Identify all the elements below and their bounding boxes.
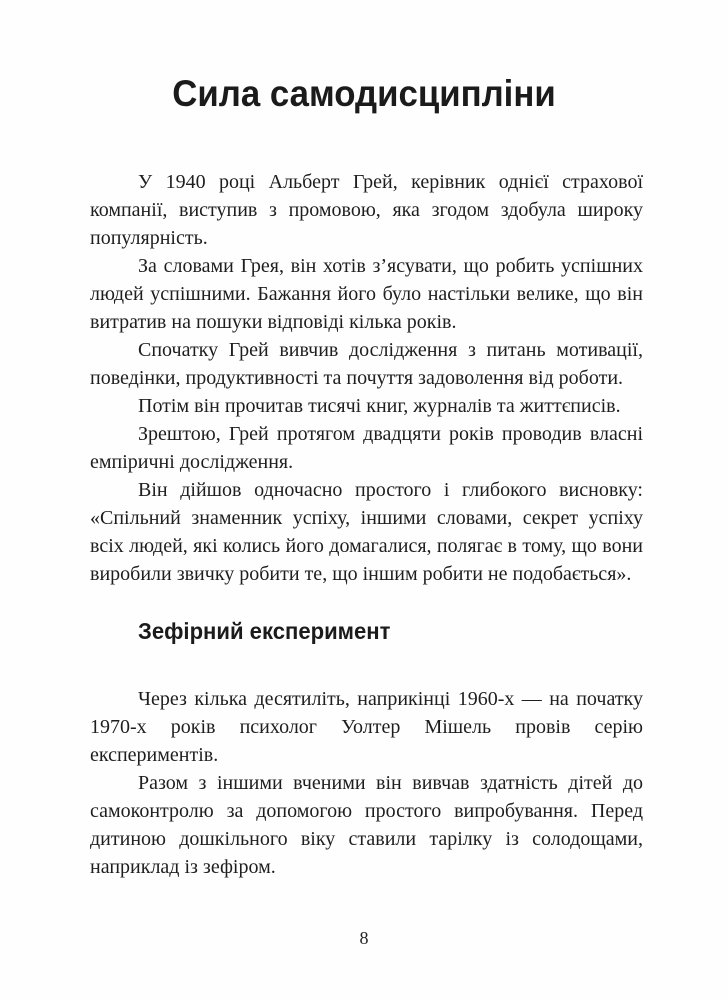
- page-number: 8: [359, 928, 369, 948]
- chapter-title: Сила самодисципліни: [172, 73, 556, 114]
- paragraph: Разом з іншими вченими він вивчав здатність дітей до самоконтролю за допомогою простого випробування. Перед дитиною дошкільного віку ставили тарілку із солодощами, наприклад із зефіром.: [90, 772, 643, 878]
- paragraph: Він дійшов одночасно простого і глибокого висновку: «Спільний знаменник успіху, іншими словами, секрет успіху всіх людей, які колись його домагалися, полягає в тому, що вони виробили звичку робити те, що іншим робити не подобається».: [90, 479, 643, 585]
- paragraph: Спочатку Грей вивчив дослідження з питань мотивації, поведінки, продуктивності та почуття задоволення від роботи.: [90, 339, 643, 389]
- paragraph: Потім він прочитав тисячі книг, журналів та життєписів.: [138, 395, 621, 417]
- paragraph: У 1940 році Альберт Грей, керівник однієї страхової компанії, виступив з промовою, яка згодом здобула широку популярність.: [90, 171, 643, 249]
- paragraph: Зрештою, Грей протягом двадцяти років проводив власні емпіричні дослідження.: [90, 423, 643, 473]
- section-heading: Зефірний експеримент: [138, 618, 391, 644]
- page-body: [90, 168, 643, 881]
- paragraph: За словами Грея, він хотів з’ясувати, що робить успішних людей успішними. Бажання його було настільки велике, що він витратив на пошуки відповіді кілька років.: [90, 255, 643, 333]
- paragraph: Через кілька десятиліть, наприкінці 1960-х — на початку 1970-х років психолог Уолтер Мішель провів серію експериментів.: [90, 688, 643, 766]
